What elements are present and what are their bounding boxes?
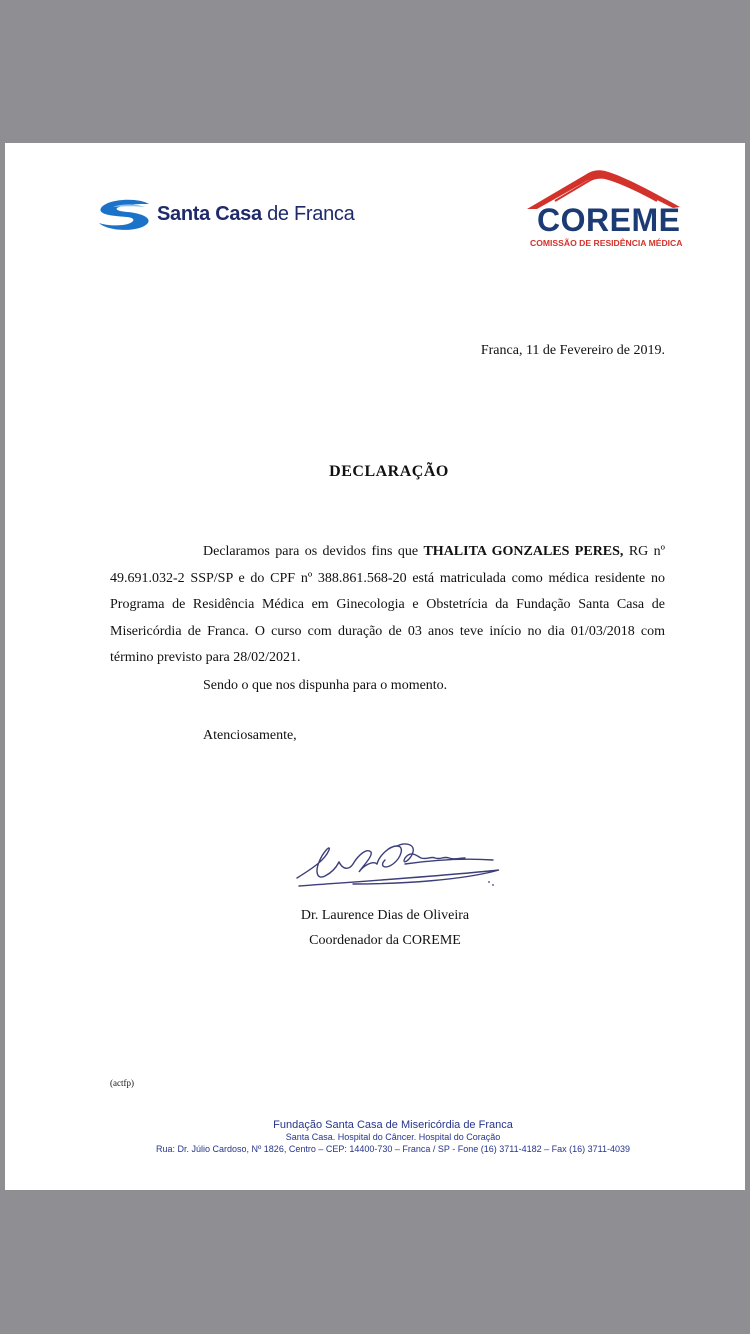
signatory-role: Coordenador da COREME <box>309 933 461 948</box>
document-title: DECLARAÇÃO <box>329 463 449 480</box>
closing-line: Sendo o que nos dispunha para o momento. <box>203 678 448 693</box>
footer <box>5 1119 750 1156</box>
document-page <box>5 143 745 1190</box>
reference-code: (actfp) <box>110 1078 134 1088</box>
santa-casa-logo <box>97 198 367 238</box>
coreme-wordmark: COREME <box>537 202 681 238</box>
coreme-subtitle: COMISSÃO DE RESIDÊNCIA MÉDICA <box>530 238 683 248</box>
footer-address: Rua: Dr. Júlio Cardoso, Nº 1826, Centro – CEP: 14400-730 – Franca / SP - Fone (16) 3711-4182 – Fax (16) 3711-4039 <box>155 1144 631 1154</box>
body-details: RG nº 49.691.032-2 SSP/SP e do CPF nº 388.861.568-20 está matriculada como médica residente no Programa de Residência Médica em Ginecologia e Obstetrícia da Fundação Santa Casa de Misericórdia de Franca. O curso com duração de 03 anos teve início no dia 01/03/2018 com término previsto para 28/02/2021. <box>110 544 665 665</box>
salutation: Atenciosamente, <box>203 728 297 743</box>
signatory-name: Dr. Laurence Dias de Oliveira <box>300 908 470 923</box>
santa-casa-swoosh-icon <box>97 198 153 234</box>
student-name: THALITA GONZALES PERES, <box>423 544 624 559</box>
santa-casa-wordmark: Santa Casa de Franca <box>157 203 355 225</box>
declaration-body <box>110 539 665 672</box>
date-line: Franca, 11 de Fevereiro de 2019. <box>480 343 665 358</box>
footer-units: Santa Casa. Hospital do Câncer. Hospital do Coração <box>285 1132 501 1142</box>
footer-org: Fundação Santa Casa de Misericórdia de Franca <box>273 1119 513 1131</box>
body-intro: Declaramos para os devidos fins que <box>203 544 424 559</box>
coreme-logo <box>525 165 685 255</box>
handwritten-signature <box>293 836 503 896</box>
